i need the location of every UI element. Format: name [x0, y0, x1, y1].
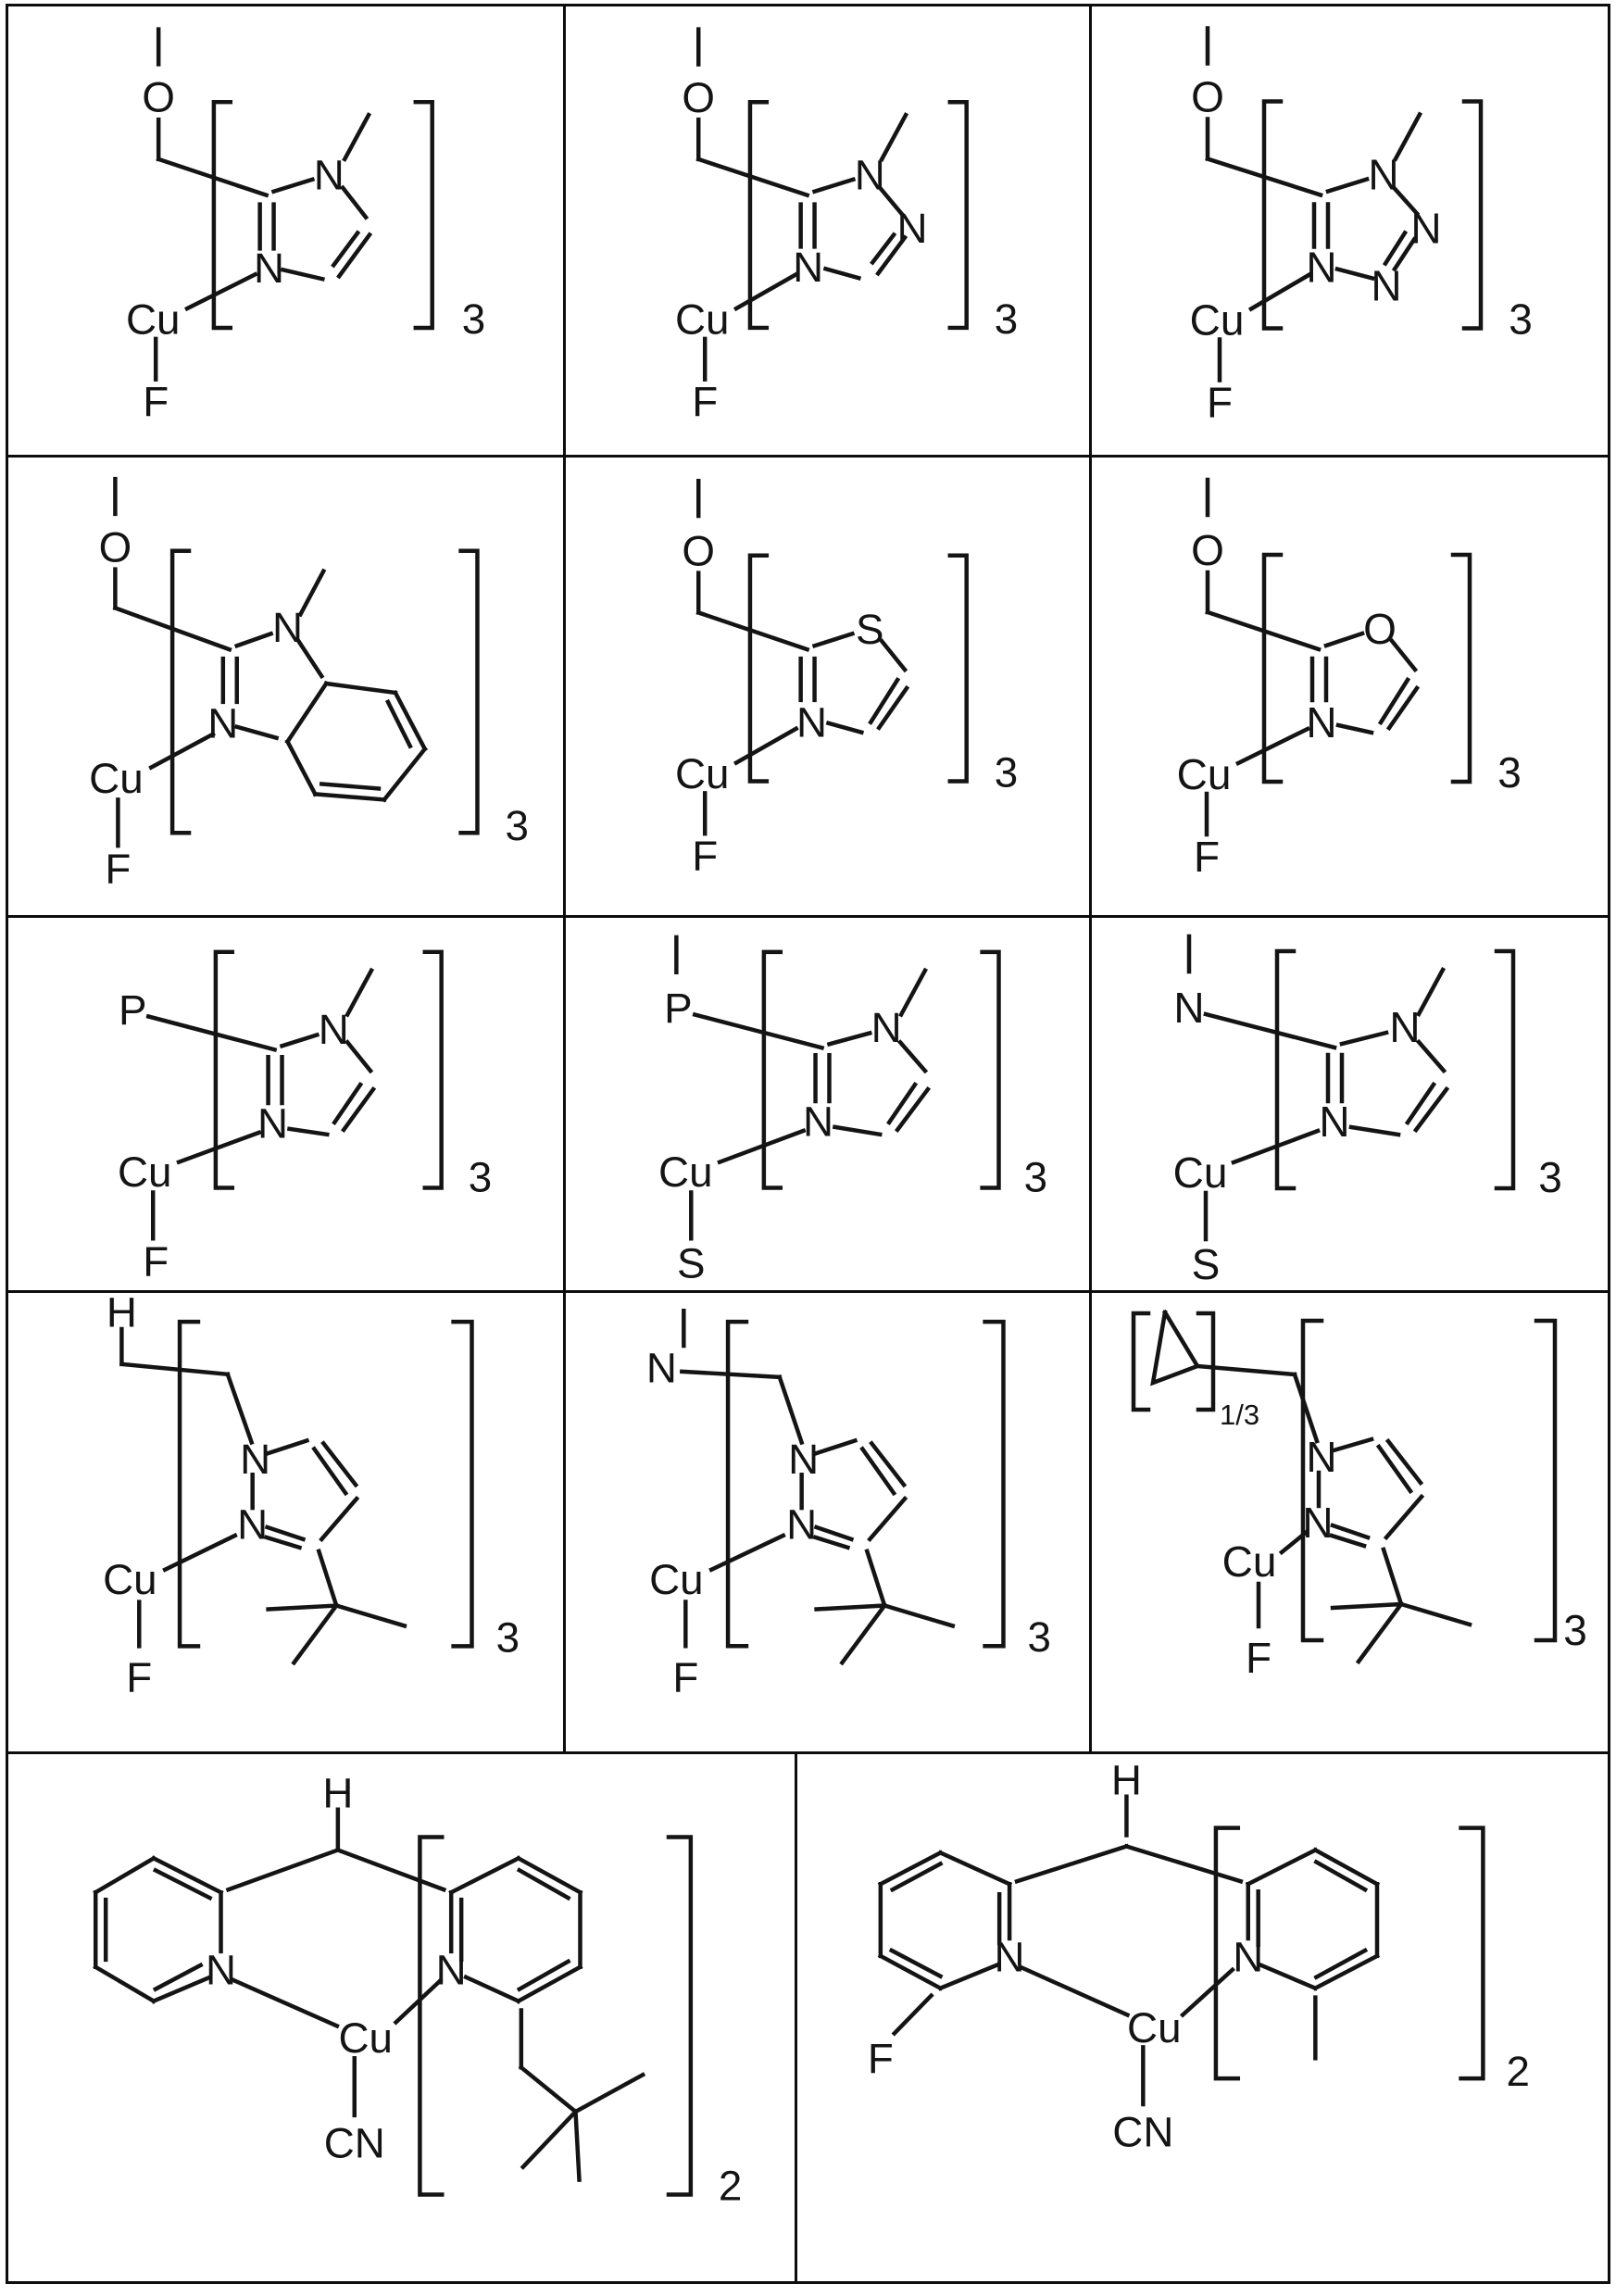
- repeat-brackets: [764, 952, 999, 1188]
- anion-label-f: F: [143, 1237, 169, 1286]
- repeat-brackets: [750, 102, 967, 328]
- atom-label-h: H: [1110, 1756, 1142, 1804]
- atom-label-n3: N: [1319, 1098, 1350, 1146]
- bond-lines: [881, 1797, 1377, 2104]
- bond-lines: [156, 30, 370, 380]
- structure-cell-11: [566, 1293, 1092, 1754]
- table-row-4: [8, 1293, 1608, 1754]
- atom-label-n-right-pyridine: N: [435, 1946, 467, 1994]
- atom-label-n2: N: [786, 1500, 818, 1549]
- repeat-brackets: [214, 102, 432, 328]
- bond-lines: [1153, 1312, 1470, 1662]
- atom-label-n1: N: [871, 1003, 902, 1051]
- structure-drawing-dipyridylmethane-neopentyl-cucn: [8, 1754, 795, 2281]
- cyclopropyl-fraction-subscript: 1/3: [1220, 1399, 1260, 1431]
- anion-label-f: F: [692, 832, 719, 880]
- repeat-brackets: [1264, 555, 1470, 782]
- atom-label-o: O: [1191, 72, 1224, 121]
- atom-label-n-left-pyridine: N: [206, 1946, 237, 1994]
- atom-label-n1: N: [854, 151, 885, 199]
- count-subscript: 3: [468, 1153, 493, 1201]
- repeat-brackets: [180, 1322, 471, 1646]
- count-subscript: 3: [1027, 1613, 1052, 1662]
- count-subscript: 3: [994, 748, 1019, 797]
- count-subscript: 3: [1538, 1153, 1562, 1201]
- atom-label-o: O: [142, 73, 175, 121]
- table-row-1: [8, 6, 1608, 458]
- count-subscript: 3: [1497, 748, 1522, 797]
- metal-label-cu: Cu: [1127, 2003, 1182, 2051]
- anion-label-cn: CN: [323, 2119, 385, 2167]
- atom-label-o-chain: O: [1191, 526, 1224, 574]
- anion-label-f: F: [143, 378, 169, 426]
- structure-drawing-nmethyl-imidazole-cus: [1092, 918, 1608, 1290]
- repeat-brackets: [728, 1322, 1003, 1646]
- structure-cell-10: [8, 1293, 566, 1754]
- anion-label-f: F: [672, 1653, 699, 1701]
- structure-cell-3: [1092, 6, 1608, 458]
- bond-lines: [115, 479, 424, 846]
- metal-label-cu: Cu: [1221, 1537, 1277, 1586]
- structure-drawing-pyrazole-n-cuf: [566, 1293, 1089, 1751]
- table-row-3: [8, 918, 1608, 1293]
- atom-label-o: O: [682, 527, 716, 575]
- metal-label-cu: Cu: [649, 1556, 704, 1604]
- table-row-2: [8, 458, 1608, 918]
- atom-label-n-left-pyridine: N: [994, 1933, 1025, 1981]
- structure-cell-7: [8, 918, 566, 1293]
- structure-cell-13: [8, 1754, 797, 2281]
- count-subscript: 3: [1023, 1153, 1048, 1201]
- atom-label-n4: N: [793, 243, 824, 291]
- anion-label-f: F: [1193, 833, 1221, 881]
- anion-label-s: S: [677, 1239, 706, 1287]
- count-subscript: 3: [1563, 1606, 1587, 1654]
- atom-label-n3: N: [257, 1099, 289, 1148]
- count-subscript: 3: [495, 1613, 520, 1662]
- atom-label-n3: N: [1371, 261, 1402, 310]
- structure-drawing-pyrazole-h-cuf: [8, 1293, 563, 1751]
- metal-label-cu: Cu: [658, 1148, 713, 1197]
- anion-label-f: F: [1206, 378, 1234, 427]
- structure-drawing-benzimidazole-cuf: [8, 458, 563, 915]
- metal-label-cu: Cu: [674, 749, 730, 797]
- structure-drawing-thiazole-cuf: [566, 458, 1089, 915]
- structure-cell-1: [8, 6, 566, 458]
- bond-lines: [698, 30, 906, 380]
- atom-label-n-linker: N: [645, 1344, 677, 1392]
- anion-label-f: F: [692, 378, 719, 426]
- structure-cell-9: [1092, 918, 1608, 1293]
- metal-label-cu: Cu: [338, 2014, 393, 2062]
- metal-label-cu: Cu: [674, 295, 730, 344]
- atom-label-n1: N: [271, 603, 304, 651]
- metal-label-cu: Cu: [1172, 1148, 1228, 1197]
- count-subscript: 3: [994, 295, 1019, 343]
- atom-label-f-substituent: F: [867, 2034, 894, 2082]
- atom-label-n2: N: [237, 1500, 269, 1549]
- structure-table: [6, 4, 1610, 2284]
- anion-label-f: F: [105, 845, 132, 893]
- bond-lines: [682, 1311, 952, 1662]
- metal-label-cu: Cu: [89, 755, 144, 803]
- count-subscript: 2: [718, 2162, 743, 2210]
- structure-drawing-dipyridylmethane-fluoro-methyl-cucn: [797, 1754, 1608, 2281]
- atom-label-n4: N: [1306, 243, 1337, 292]
- count-subscript: 3: [505, 802, 529, 850]
- anion-label-f: F: [1245, 1634, 1272, 1682]
- metal-label-cu: Cu: [118, 1148, 172, 1197]
- atom-label-n1: N: [1389, 1003, 1421, 1051]
- atom-label-n-amine: N: [1173, 984, 1205, 1032]
- structure-drawing-pmethyl-imidazole-cus: [566, 918, 1089, 1290]
- atom-label-n1: N: [318, 1005, 349, 1053]
- atom-label-n3: N: [207, 699, 239, 747]
- bond-lines: [121, 1329, 404, 1662]
- repeat-brackets: [1303, 1321, 1555, 1640]
- count-subscript: 2: [1506, 2048, 1530, 2096]
- atom-label-p: P: [119, 986, 147, 1035]
- atom-label-o: O: [98, 523, 132, 571]
- atom-label-h: H: [106, 1293, 137, 1336]
- repeat-brackets: [216, 952, 442, 1188]
- atom-label-s: S: [855, 605, 884, 653]
- repeat-brackets: [172, 551, 477, 833]
- metal-label-cu: Cu: [103, 1556, 157, 1604]
- atom-label-n2: N: [896, 205, 928, 253]
- structure-drawing-imidazole-cuf: [8, 6, 563, 455]
- structure-cell-8: [566, 918, 1092, 1293]
- bond-lines: [676, 937, 928, 1238]
- structure-drawing-oxazole-cuf: [1092, 458, 1608, 915]
- structure-drawing-tetrazole-cuf: [1092, 6, 1608, 455]
- atom-label-o: O: [682, 73, 716, 121]
- atom-label-n1: N: [313, 151, 344, 199]
- structure-drawing-pyrazole-cyclopropyl-cuf: [1092, 1293, 1608, 1751]
- anion-label-f: F: [126, 1653, 153, 1701]
- atom-label-o-ring: O: [1363, 605, 1397, 653]
- atom-label-n3: N: [254, 244, 285, 292]
- structure-cell-6: [1092, 458, 1608, 918]
- structure-cell-5: [566, 458, 1092, 918]
- atom-label-n3: N: [1306, 698, 1337, 747]
- bond-lines: [1207, 480, 1417, 834]
- atom-label-n2: N: [1410, 204, 1442, 253]
- bond-lines: [698, 481, 907, 834]
- structure-cell-14: [797, 1754, 1608, 2281]
- atom-label-n3: N: [796, 698, 828, 747]
- atom-label-n1: N: [1306, 1433, 1337, 1481]
- metal-label-cu: Cu: [1189, 295, 1245, 345]
- anion-label-s: S: [1191, 1240, 1221, 1288]
- structure-cell-4: [8, 458, 566, 918]
- atom-label-n3: N: [803, 1098, 834, 1146]
- structure-cell-12: [1092, 1293, 1608, 1754]
- metal-label-cu: Cu: [1176, 750, 1232, 798]
- atom-label-n2: N: [1302, 1499, 1334, 1547]
- count-subscript: 3: [461, 295, 486, 343]
- metal-label-cu: Cu: [125, 295, 181, 344]
- bond-lines: [1189, 936, 1447, 1239]
- repeat-brackets: [750, 556, 967, 782]
- atom-label-p: P: [664, 985, 693, 1033]
- structure-cell-2: [566, 6, 1092, 458]
- atom-label-n-right-pyridine: N: [1233, 1933, 1264, 1981]
- table-row-5: [8, 1754, 1608, 2281]
- atom-label-n1: N: [788, 1435, 820, 1483]
- repeat-brackets: [1277, 951, 1513, 1188]
- count-subscript: 3: [1509, 295, 1533, 344]
- atom-label-h: H: [322, 1769, 354, 1817]
- structure-drawing-triazole-cuf: [566, 6, 1089, 455]
- anion-label-cn: CN: [1112, 2108, 1174, 2156]
- atom-label-n1: N: [240, 1435, 271, 1483]
- atom-label-n1: N: [1368, 150, 1399, 199]
- structure-drawing-p-imidazole-cuf: [8, 918, 563, 1290]
